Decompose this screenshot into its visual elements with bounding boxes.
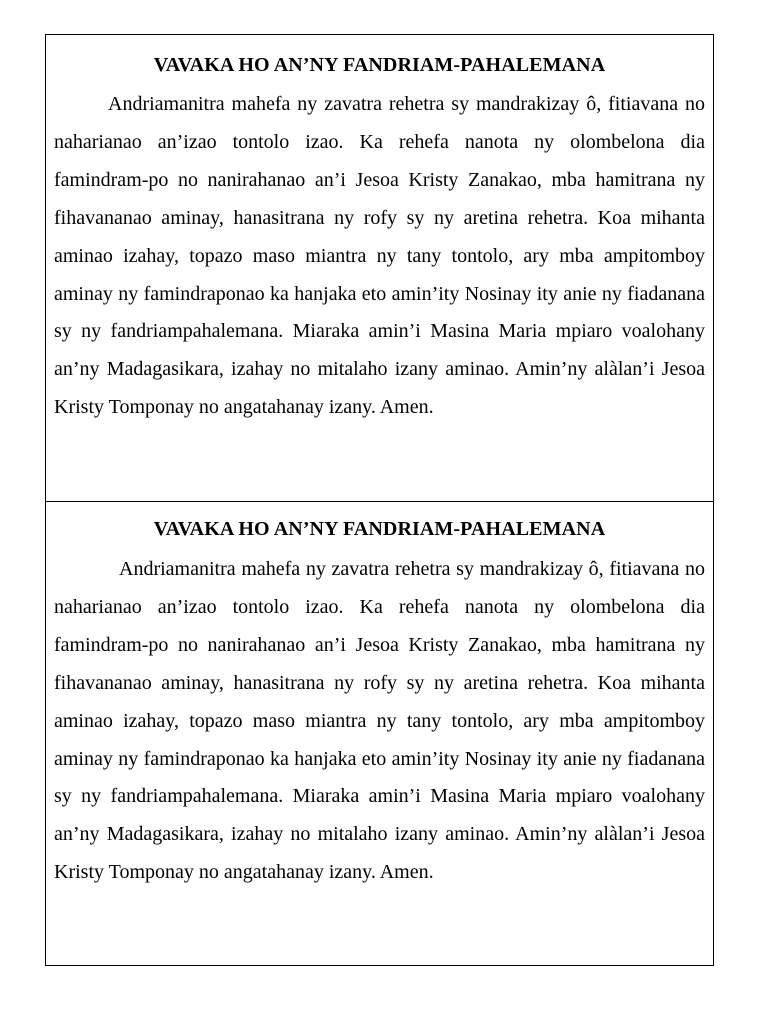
prayer-table	[45, 34, 714, 966]
prayer-cell-2	[46, 502, 713, 965]
prayer-text: Andriamanitra mahefa ny zavatra rehetra sy mandrakizay ô, fitiavana no naharianao an’izao tontolo izao. Ka rehefa nanota ny olombelona dia famindram-po no nanirahanao an’i Jesoa Kristy Zanakao, mba hamitrana ny fihavananao aminay, hanasitrana ny rofy sy ny aretina rehetra. Koa mihanta aminao izahay, topazo maso miantra ny tany tontolo, ary mba ampitomboy aminay ny famindraponao ka hanjaka eto amin’ity Nosinay ity anie ny fiadanana sy ny fandriampahalemana. Miaraka amin’i Masina Maria mpiaro voalohany an’ny Madagasikara, izahay no mitalaho izany aminao. Amin’ny alàlan’i Jesoa Kristy Tomponay no angatahanay izany. Amen.	[54, 93, 705, 419]
prayer-title: VAVAKA HO AN’NY FANDRIAM-PAHALEMANA	[153, 54, 606, 76]
prayer-cell-1	[46, 35, 713, 502]
prayer-title: VAVAKA HO AN’NY FANDRIAM-PAHALEMANA	[153, 518, 606, 540]
prayer-text: Andriamanitra mahefa ny zavatra rehetra sy mandrakizay ô, fitiavana no naharianao an’izao tontolo izao. Ka rehefa nanota ny olombelona dia famindram-po no nanirahanao an’i Jesoa Kristy Zanakao, mba hamitrana ny fihavananao aminay, hanasitrana ny rofy sy ny aretina rehetra. Koa mihanta aminao izahay, topazo maso miantra ny tany tontolo, ary mba ampitomboy aminay ny famindraponao ka hanjaka eto amin’ity Nosinay ity anie ny fiadanana sy ny fandriampahalemana. Miaraka amin’i Masina Maria mpiaro voalohany an’ny Madagasikara, izahay no mitalaho izany aminao. Amin’ny alàlan’i Jesoa Kristy Tomponay no angatahanay izany. Amen.	[54, 558, 705, 884]
